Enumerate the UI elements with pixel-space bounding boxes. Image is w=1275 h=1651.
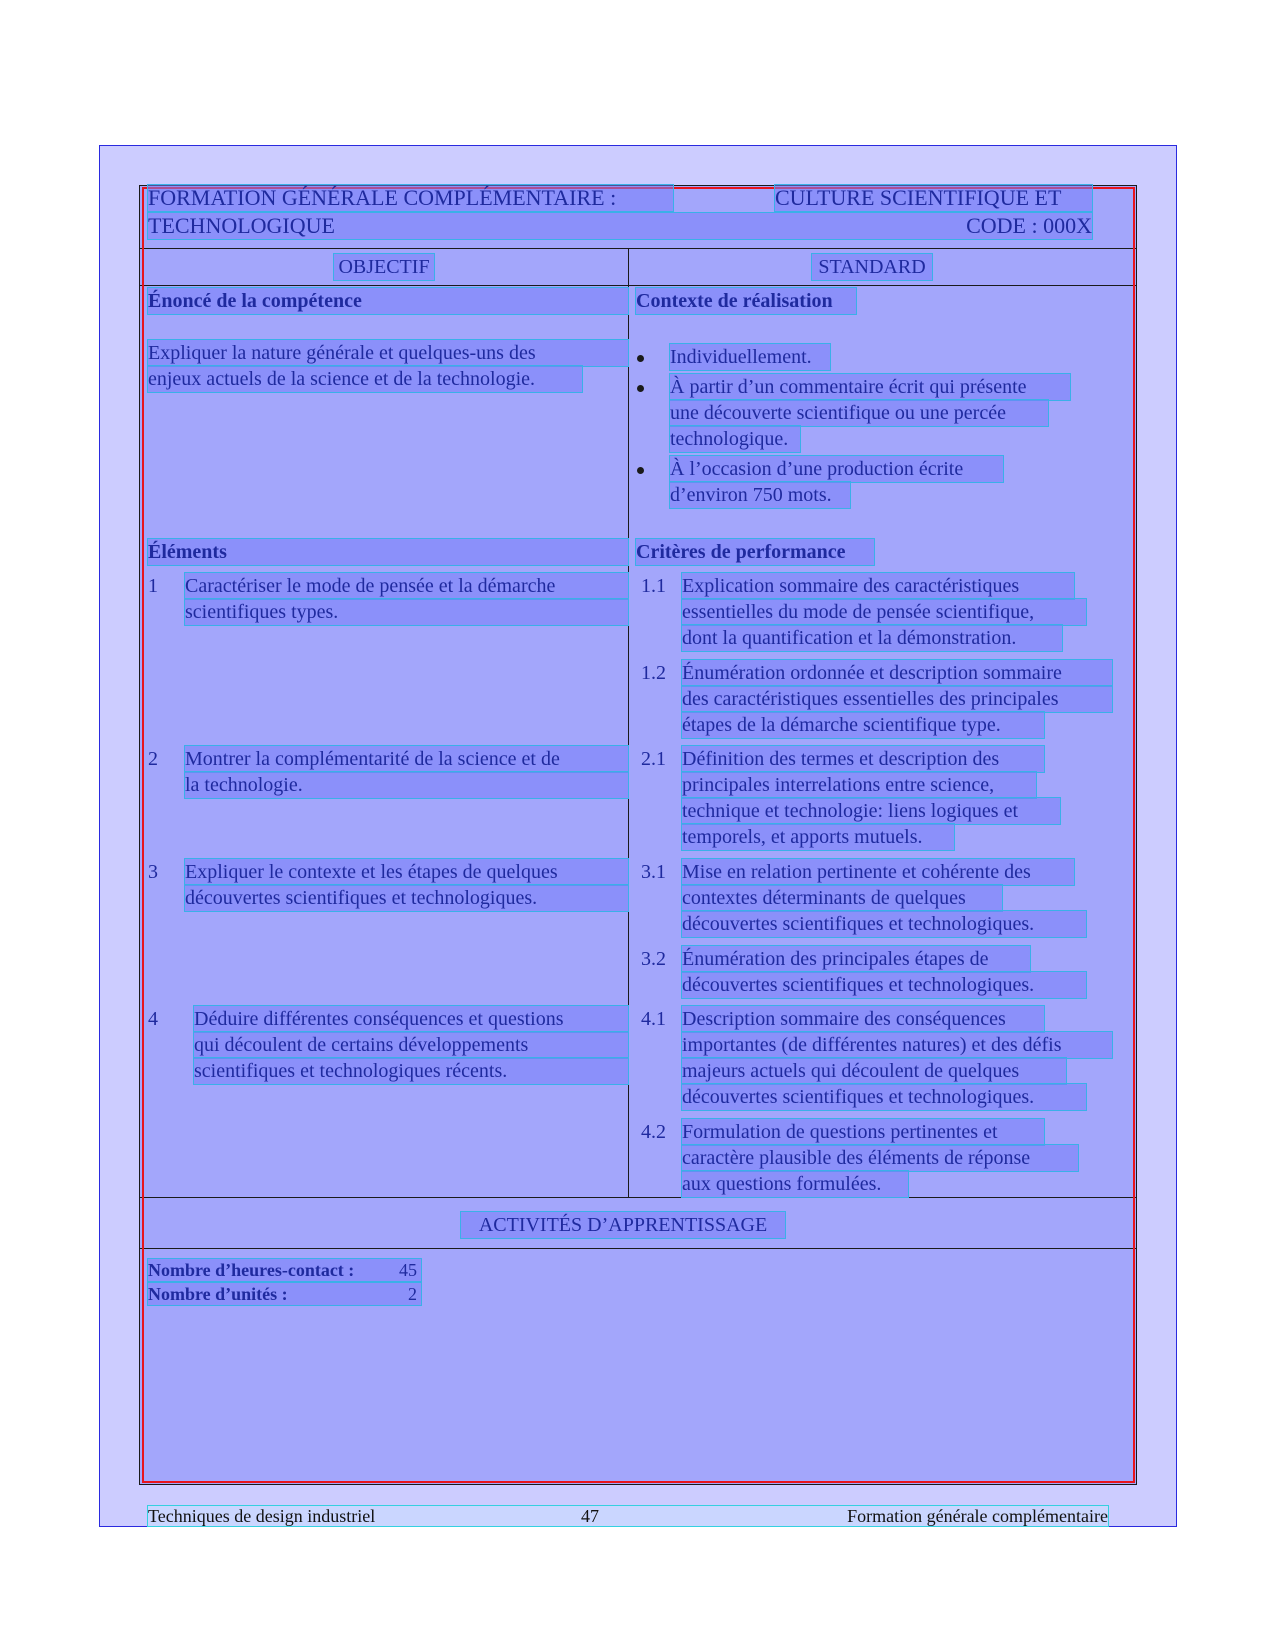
bullet-icon bbox=[637, 467, 644, 474]
header-line2 bbox=[148, 213, 1092, 239]
header-title-left: FORMATION GÉNÉRALE COMPLÉMENTAIRE : bbox=[148, 185, 673, 211]
divider bbox=[139, 1248, 1137, 1249]
critere-4-1-number: 4.1 bbox=[641, 1008, 666, 1030]
header-title-right: CULTURE SCIENTIFIQUE ET bbox=[775, 185, 1092, 211]
critere-1-1-line-3: dont la quantification et la démonstration. bbox=[682, 625, 1062, 651]
element-4-line-3: scientifiques et technologiques récents. bbox=[194, 1058, 628, 1084]
course-code: CODE : 000X bbox=[966, 213, 1092, 238]
bullet-icon bbox=[637, 355, 644, 362]
unites-row bbox=[148, 1283, 421, 1305]
contexte-bullet-3-line-2: d’environ 750 mots. bbox=[670, 482, 850, 508]
critere-1-2-number: 1.2 bbox=[641, 662, 666, 684]
element-1-line-2: scientifiques types. bbox=[185, 599, 628, 625]
element-3-line-1: Expliquer le contexte et les étapes de quelques bbox=[185, 859, 628, 885]
critere-3-2-line-2: découvertes scientifiques et technologiques. bbox=[682, 972, 1086, 998]
contexte-bullet-2-line-1: À partir d’un commentaire écrit qui présente bbox=[670, 374, 1070, 400]
critere-4-2-line-1: Formulation de questions pertinentes et bbox=[682, 1119, 1044, 1145]
activites-heading: ACTIVITÉS D’APPRENTISSAGE bbox=[461, 1212, 785, 1238]
critere-1-1-line-1: Explication sommaire des caractéristiques bbox=[682, 573, 1074, 599]
unites-value: 2 bbox=[408, 1284, 417, 1304]
critere-4-1-line-1: Description sommaire des conséquences bbox=[682, 1006, 1044, 1032]
critere-2-1-number: 2.1 bbox=[641, 748, 666, 770]
element-2-line-2: la technologie. bbox=[185, 772, 628, 798]
critere-3-1-number: 3.1 bbox=[641, 861, 666, 883]
critere-4-1-line-4: découvertes scientifiques et technologiques. bbox=[682, 1084, 1086, 1110]
competence-heading: Énoncé de la compétence bbox=[148, 288, 628, 314]
column-standard: STANDARD bbox=[812, 254, 932, 280]
element-1-line-1: Caractériser le mode de pensée et la démarche bbox=[185, 573, 628, 599]
divider bbox=[139, 248, 1137, 249]
critere-1-2-line-1: Énumération ordonnée et description sommaire bbox=[682, 660, 1112, 686]
footer-right: Formation générale complémentaire bbox=[847, 1506, 1108, 1526]
element-3-line-2: découvertes scientifiques et technologiques. bbox=[185, 885, 628, 911]
contexte-bullet-2-line-3: technologique. bbox=[670, 426, 800, 452]
unites-label: Nombre d’unités : bbox=[148, 1284, 288, 1304]
contexte-bullet-2-line-2: une découverte scientifique ou une percée bbox=[670, 400, 1048, 426]
column-objectif: OBJECTIF bbox=[334, 254, 434, 280]
competence-line-1: Expliquer la nature générale et quelques-uns des bbox=[148, 340, 628, 366]
critere-3-1-line-1: Mise en relation pertinente et cohérente des bbox=[682, 859, 1074, 885]
elements-heading: Éléments bbox=[148, 539, 628, 565]
critere-2-1-line-1: Définition des termes et description des bbox=[682, 746, 1044, 772]
critere-1-2-line-3: étapes de la démarche scientifique type. bbox=[682, 712, 1044, 738]
critere-4-2-line-3: aux questions formulées. bbox=[682, 1171, 908, 1197]
critere-1-2-line-2: des caractéristiques essentielles des principales bbox=[682, 686, 1112, 712]
critere-2-1-line-3: technique et technologie: liens logiques et bbox=[682, 798, 1060, 824]
header-line2-left: TECHNOLOGIQUE bbox=[148, 213, 335, 238]
contexte-bullet-1: Individuellement. bbox=[670, 344, 830, 370]
bullet-icon bbox=[637, 385, 644, 392]
element-2-line-1: Montrer la complémentarité de la science et de bbox=[185, 746, 628, 772]
footer-left: Techniques de design industriel bbox=[148, 1506, 376, 1526]
critere-2-1-line-2: principales interrelations entre science, bbox=[682, 772, 1036, 798]
critere-3-1-line-2: contextes déterminants de quelques bbox=[682, 885, 1002, 911]
divider bbox=[139, 1197, 1137, 1198]
page-number: 47 bbox=[581, 1506, 599, 1526]
critere-4-2-line-2: caractère plausible des éléments de réponse bbox=[682, 1145, 1078, 1171]
element-2-number: 2 bbox=[148, 748, 158, 770]
critere-3-2-number: 3.2 bbox=[641, 948, 666, 970]
critere-1-1-number: 1.1 bbox=[641, 575, 666, 597]
heures-label: Nombre d’heures-contact : bbox=[148, 1260, 355, 1280]
column-divider bbox=[628, 248, 629, 1197]
criteres-heading: Critères de performance bbox=[636, 539, 874, 565]
contexte-bullet-3-line-1: À l’occasion d’une production écrite bbox=[670, 456, 1003, 482]
element-3-number: 3 bbox=[148, 861, 158, 883]
critere-3-2-line-1: Énumération des principales étapes de bbox=[682, 946, 1030, 972]
divider bbox=[139, 285, 1137, 286]
critere-4-1-line-2: importantes (de différentes natures) et des défis bbox=[682, 1032, 1112, 1058]
critere-2-1-line-4: temporels, et apports mutuels. bbox=[682, 824, 954, 850]
critere-4-1-line-3: majeurs actuels qui découlent de quelques bbox=[682, 1058, 1066, 1084]
heures-row bbox=[148, 1259, 421, 1281]
page-footer bbox=[148, 1506, 1108, 1526]
critere-4-2-number: 4.2 bbox=[641, 1121, 666, 1143]
element-4-number: 4 bbox=[148, 1008, 158, 1030]
element-1-number: 1 bbox=[148, 575, 158, 597]
heures-value: 45 bbox=[399, 1260, 417, 1280]
element-4-line-1: Déduire différentes conséquences et questions bbox=[194, 1006, 628, 1032]
critere-3-1-line-3: découvertes scientifiques et technologiques. bbox=[682, 911, 1086, 937]
critere-1-1-line-2: essentielles du mode de pensée scientifique, bbox=[682, 599, 1086, 625]
contexte-heading: Contexte de réalisation bbox=[636, 288, 856, 314]
element-4-line-2: qui découlent de certains développements bbox=[194, 1032, 628, 1058]
competence-line-2: enjeux actuels de la science et de la technologie. bbox=[148, 366, 582, 392]
